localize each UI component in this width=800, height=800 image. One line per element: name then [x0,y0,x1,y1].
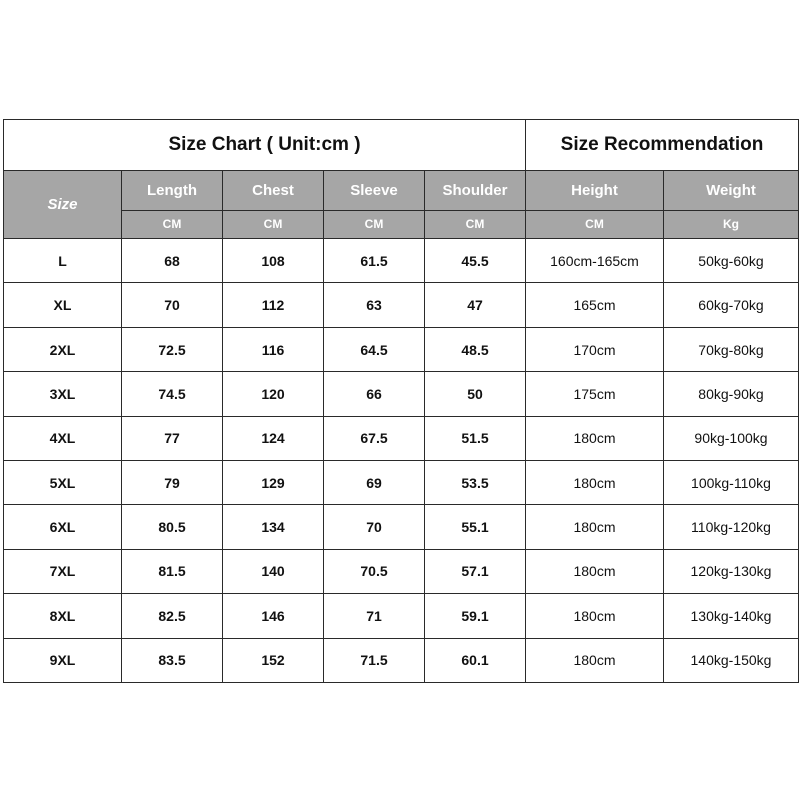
size-cell: 2XL [4,327,122,371]
shoulder-cell: 48.5 [425,327,526,371]
weight-cell: 120kg-130kg [664,549,799,593]
shoulder-column-header: Shoulder [425,171,526,210]
sleeve-cell: 71.5 [324,638,425,682]
chest-cell: 120 [223,372,324,416]
table-row [4,283,799,327]
sleeve-cell: 70.5 [324,549,425,593]
size-column-header: Size [4,171,122,239]
weight-cell: 70kg-80kg [664,327,799,371]
length-cell: 81.5 [122,549,223,593]
size-cell: L [4,239,122,283]
chest-unit: CM [223,210,324,238]
shoulder-cell: 59.1 [425,594,526,638]
length-cell: 68 [122,239,223,283]
shoulder-cell: 55.1 [425,505,526,549]
table-row [4,549,799,593]
sleeve-cell: 67.5 [324,416,425,460]
weight-cell: 80kg-90kg [664,372,799,416]
length-cell: 74.5 [122,372,223,416]
height-cell: 180cm [526,594,664,638]
sleeve-cell: 69 [324,461,425,505]
shoulder-cell: 53.5 [425,461,526,505]
table-row [4,461,799,505]
size-cell: 9XL [4,638,122,682]
chest-column-header: Chest [223,171,324,210]
sleeve-unit: CM [324,210,425,238]
shoulder-unit: CM [425,210,526,238]
table-row [4,638,799,682]
length-cell: 80.5 [122,505,223,549]
size-cell: XL [4,283,122,327]
weight-cell: 130kg-140kg [664,594,799,638]
shoulder-cell: 57.1 [425,549,526,593]
shoulder-cell: 51.5 [425,416,526,460]
sleeve-cell: 63 [324,283,425,327]
table-row [4,505,799,549]
sleeve-cell: 64.5 [324,327,425,371]
size-cell: 6XL [4,505,122,549]
unit-row [4,210,799,238]
length-unit: CM [122,210,223,238]
table-row [4,327,799,371]
column-header-row [4,171,799,210]
height-cell: 180cm [526,638,664,682]
weight-cell: 100kg-110kg [664,461,799,505]
size-recommendation-title: Size Recommendation [526,120,799,171]
size-chart-table [3,119,799,683]
length-cell: 70 [122,283,223,327]
sleeve-cell: 71 [324,594,425,638]
size-cell: 7XL [4,549,122,593]
table-row [4,239,799,283]
sleeve-cell: 70 [324,505,425,549]
length-cell: 79 [122,461,223,505]
length-cell: 72.5 [122,327,223,371]
height-cell: 180cm [526,505,664,549]
length-cell: 83.5 [122,638,223,682]
chest-cell: 116 [223,327,324,371]
sleeve-column-header: Sleeve [324,171,425,210]
length-cell: 82.5 [122,594,223,638]
weight-cell: 110kg-120kg [664,505,799,549]
title-row [4,120,799,171]
length-cell: 77 [122,416,223,460]
sleeve-cell: 61.5 [324,239,425,283]
size-chart-title: Size Chart ( Unit:cm ) [4,120,526,171]
height-cell: 170cm [526,327,664,371]
height-column-header: Height [526,171,664,210]
chest-cell: 129 [223,461,324,505]
height-cell: 180cm [526,416,664,460]
chest-cell: 140 [223,549,324,593]
weight-cell: 140kg-150kg [664,638,799,682]
table-row [4,594,799,638]
chest-cell: 152 [223,638,324,682]
shoulder-cell: 47 [425,283,526,327]
height-unit: CM [526,210,664,238]
sleeve-cell: 66 [324,372,425,416]
height-cell: 160cm-165cm [526,239,664,283]
size-cell: 8XL [4,594,122,638]
size-cell: 3XL [4,372,122,416]
height-cell: 175cm [526,372,664,416]
weight-unit: Kg [664,210,799,238]
chest-cell: 134 [223,505,324,549]
size-cell: 5XL [4,461,122,505]
table-row [4,416,799,460]
weight-cell: 90kg-100kg [664,416,799,460]
height-cell: 180cm [526,461,664,505]
height-cell: 180cm [526,549,664,593]
chest-cell: 112 [223,283,324,327]
weight-column-header: Weight [664,171,799,210]
size-cell: 4XL [4,416,122,460]
weight-cell: 60kg-70kg [664,283,799,327]
chest-cell: 108 [223,239,324,283]
weight-cell: 50kg-60kg [664,239,799,283]
chest-cell: 124 [223,416,324,460]
height-cell: 165cm [526,283,664,327]
shoulder-cell: 60.1 [425,638,526,682]
shoulder-cell: 50 [425,372,526,416]
table-row [4,372,799,416]
length-column-header: Length [122,171,223,210]
chest-cell: 146 [223,594,324,638]
shoulder-cell: 45.5 [425,239,526,283]
